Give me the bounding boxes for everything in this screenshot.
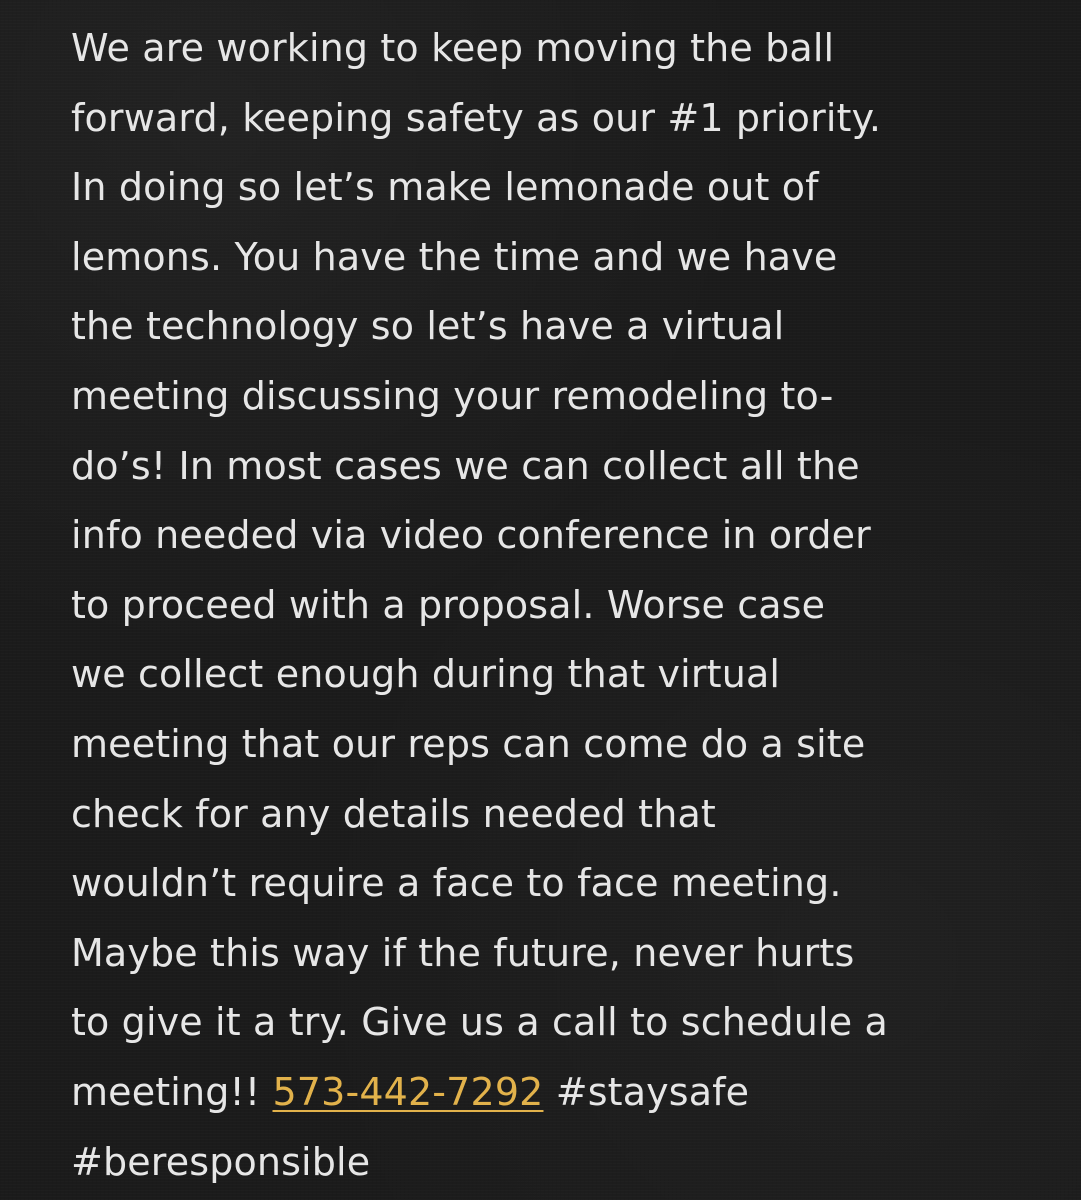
note-line: to proceed with a proposal. Worse case [71, 582, 826, 627]
note-line: lemons. You have the time and we have [71, 234, 838, 279]
hashtag-beresponsible: #beresponsible [71, 1139, 371, 1184]
note-line: check for any details needed that [71, 791, 716, 836]
note-line: the technology so let’s have a virtual [71, 304, 785, 349]
hashtag-staysafe: #staysafe [543, 1069, 750, 1114]
note-line-with-phone [71, 1058, 1031, 1128]
note-line: info needed via video conference in order [71, 513, 871, 558]
note-line: meeting discussing your remodeling to- [71, 373, 834, 418]
note-line: to give it a try. Give us a call to schedule a [71, 1000, 888, 1045]
note-line: meeting that our reps can come do a site [71, 721, 866, 766]
note-body [71, 14, 1031, 1197]
note-line: wouldn’t require a face to face meeting. [71, 861, 842, 906]
note-line: do’s! In most cases we can collect all the [71, 443, 860, 488]
note-line: We are working to keep moving the ball [71, 26, 835, 70]
note-line: Maybe this way if the future, never hurts [71, 930, 855, 975]
note-line: In doing so let’s make lemonade out of [71, 165, 819, 210]
phone-number-link[interactable]: 573-442-7292 [272, 1069, 544, 1114]
line-prefix-text: meeting!! [71, 1069, 273, 1114]
note-line: forward, keeping safety as our #1 priority. [71, 95, 882, 140]
note-line: we collect enough during that virtual [71, 652, 781, 697]
